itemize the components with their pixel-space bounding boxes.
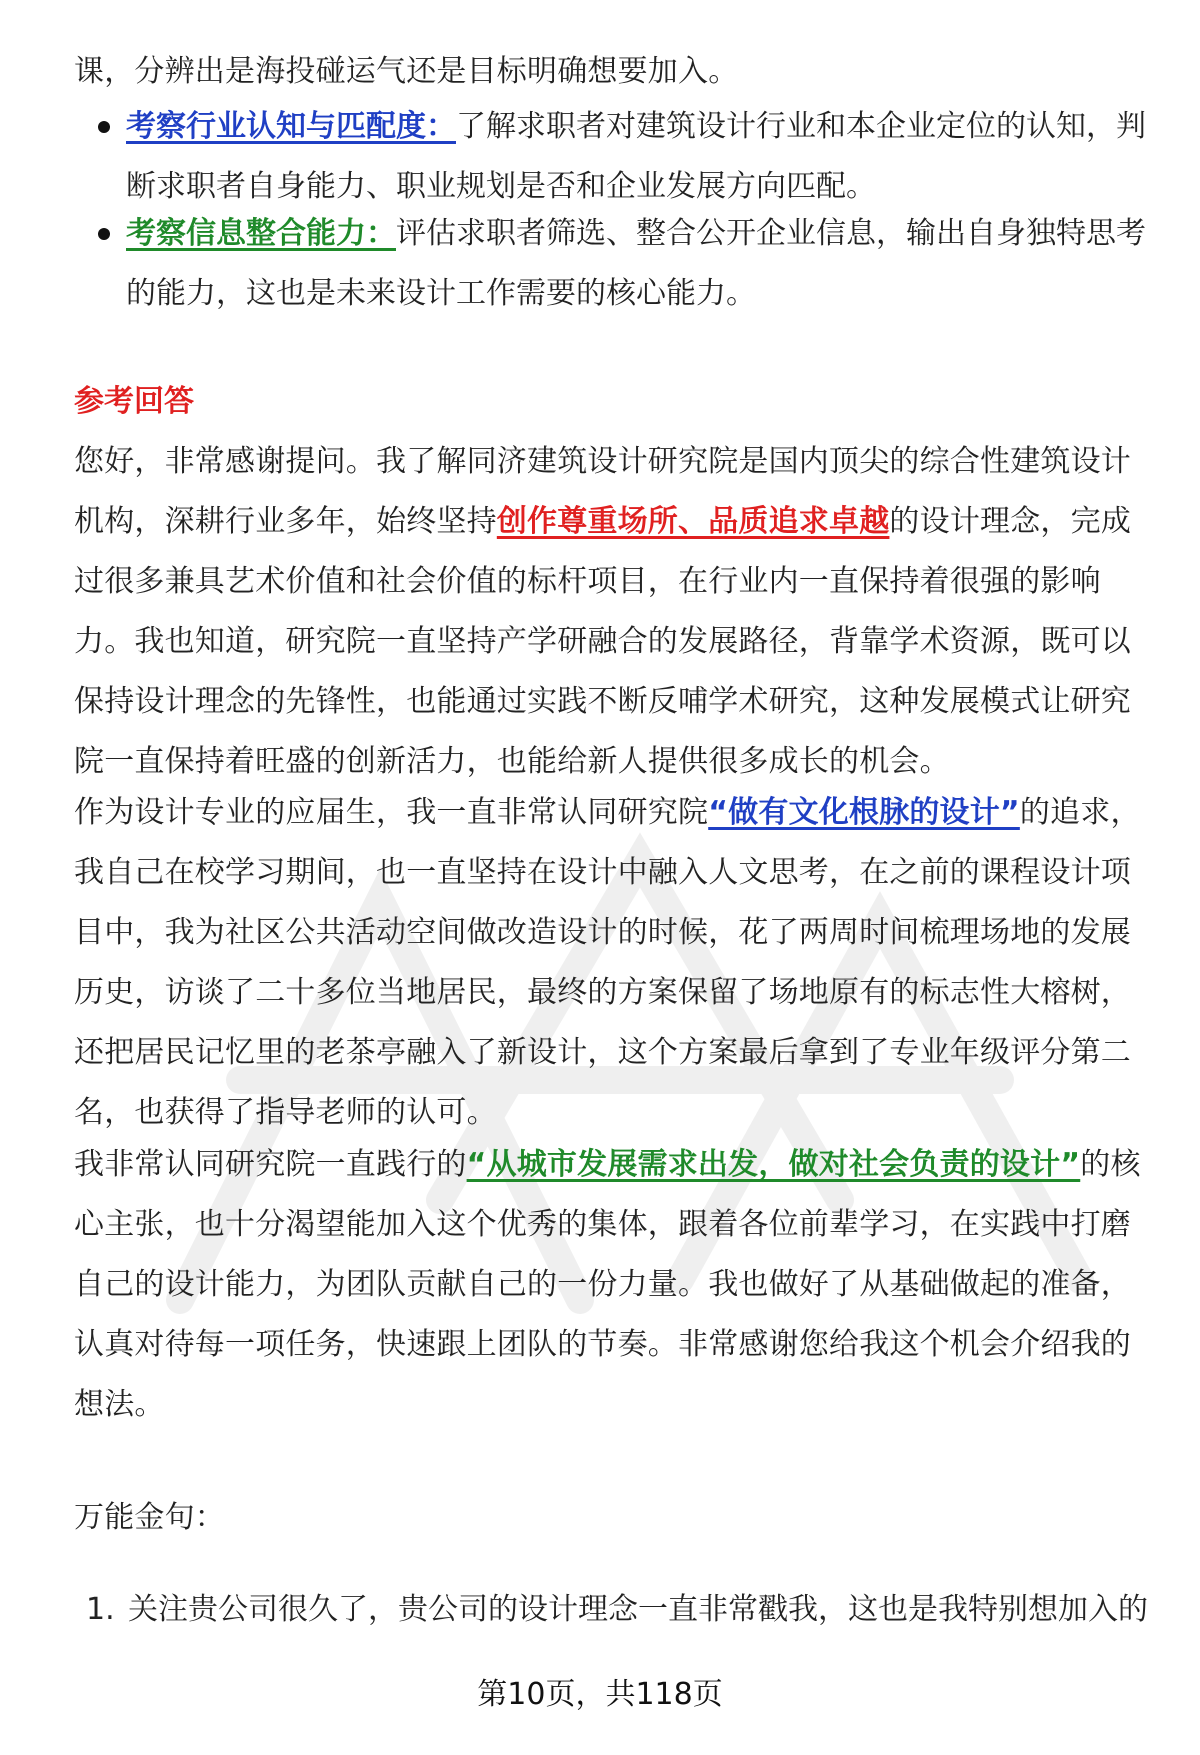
- answer-paragraph-1: [74, 432, 1146, 792]
- paragraph-text: 您好，非常感谢提问。我了解同济建筑设计研究院是国内顶尖的综合性建筑设计机构，深耕行业多年，始终坚持: [74, 444, 1131, 539]
- answer-paragraph-3: [74, 1135, 1146, 1435]
- list-text: 关注贵公司很久了，贵公司的设计理念一直非常戳我，这也是我特别想加入的: [128, 1592, 1148, 1627]
- highlight-phrase: “从城市发展需求出发，做对社会负责的设计”: [466, 1147, 1081, 1182]
- section-heading: 参考回答: [74, 384, 194, 419]
- bullet-text: [126, 97, 1146, 217]
- bullet-keyword: 考察信息整合能力：: [126, 216, 396, 251]
- bullet-keyword: 考察行业认知与匹配度：: [126, 109, 456, 144]
- golden-sentences-label: 万能金句：: [74, 1500, 225, 1535]
- intro-line: 课，分辨出是海投碰运气还是目标明确想要加入。: [74, 54, 739, 89]
- list-number: 1.: [86, 1592, 115, 1627]
- bullet-dot: [98, 228, 110, 240]
- highlight-phrase: 创作尊重场所、品质追求卓越: [496, 504, 890, 539]
- paragraph-text: 的核心主张，也十分渴望能加入这个优秀的集体，跟着各位前辈学习，在实践中打磨自己的设计能力，为团队贡献自己的一份力量。我也做好了从基础做起的准备，认真对待每一项任务，快速跟上团队的节奏。非常感谢您给我这个机会介绍我的想法。: [74, 1147, 1141, 1422]
- bullet-description: 了解求职者对建筑设计行业和本企业定位的认知，判断求职者自身能力、职业规划是否和企业发展方向匹配。: [126, 109, 1146, 204]
- page-number: 第10页，共118页: [477, 1677, 723, 1712]
- bullet-dot: [98, 121, 110, 133]
- paragraph-text: 作为设计专业的应届生，我一直非常认同研究院: [74, 795, 709, 830]
- answer-paragraph-2: [74, 783, 1146, 1143]
- highlight-phrase: “做有文化根脉的设计”: [708, 795, 1020, 830]
- bullet-description: 评估求职者筛选、整合公开企业信息，输出自身独特思考的能力，这也是未来设计工作需要的核心能力。: [126, 216, 1146, 311]
- bullet-text: [126, 204, 1146, 324]
- paragraph-text: 的追求，我自己在校学习期间，也一直坚持在设计中融入人文思考，在之前的课程设计项目中，我为社区公共活动空间做改造设计的时候，花了两周时间梳理场地的发展历史，访谈了二十多位当地居民，最终的方案保留了场地原有的标志性大榕树，还把居民记忆里的老茶亭融入了新设计，这个方案最后拿到了专业年级评分第二名，也获得了指导老师的认可。: [74, 795, 1141, 1130]
- paragraph-text: 我非常认同研究院一直践行的: [74, 1147, 467, 1182]
- paragraph-text: 的设计理念，完成过很多兼具艺术价值和社会价值的标杆项目，在行业内一直保持着很强的影响力。我也知道，研究院一直坚持产学研融合的发展路径，背靠学术资源，既可以保持设计理念的先锋性，也能通过实践不断反哺学术研究，这种发展模式让研究院一直保持着旺盛的创新活力，也能给新人提供很多成长的机会。: [74, 504, 1132, 779]
